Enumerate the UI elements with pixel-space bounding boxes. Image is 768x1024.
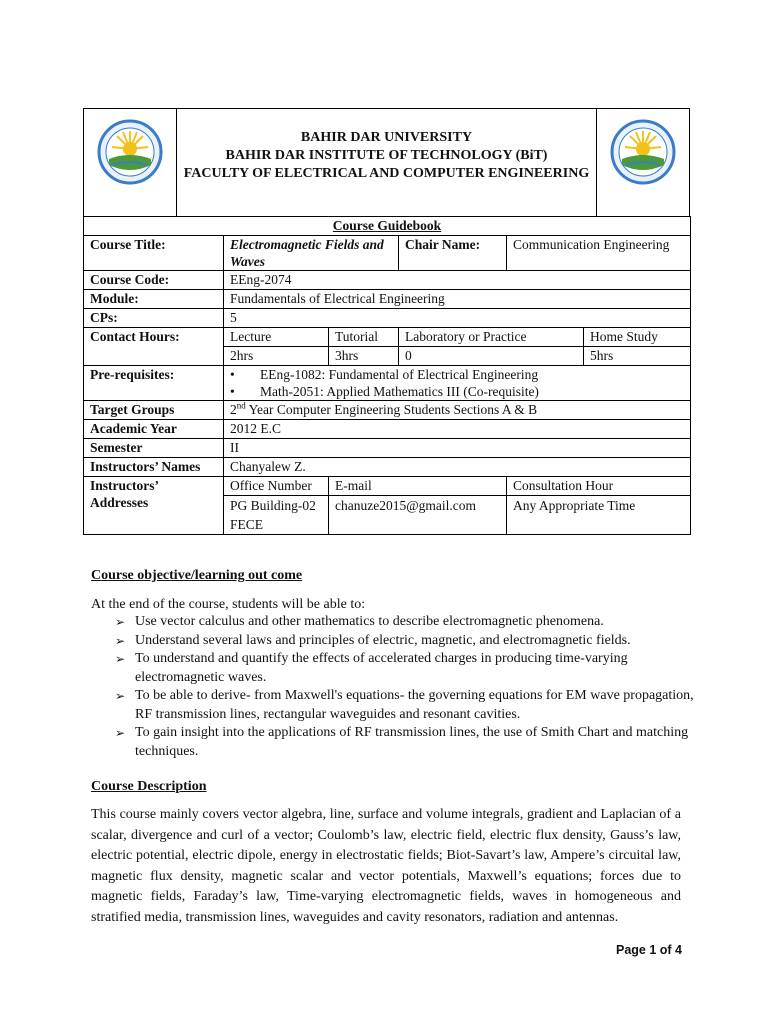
course-code-value: EEng-2074 — [224, 271, 691, 290]
course-title-label: Course Title: — [84, 236, 224, 271]
email-value[interactable]: chanuze2015@gmail.com — [329, 496, 507, 535]
academic-year-value: 2012 E.C — [224, 420, 691, 439]
table-row — [84, 401, 691, 420]
cps-value: 5 — [224, 309, 691, 328]
chair-value: Communication Engineering — [507, 236, 691, 271]
document-header — [83, 108, 690, 216]
contact-value-tutorial: 3hrs — [329, 347, 399, 366]
institute-name: BAHIR DAR INSTITUTE OF TECHNOLOGY (BiT) — [225, 148, 548, 163]
contact-value-lecture: 2hrs — [224, 347, 329, 366]
list-item: • Math-2051: Applied Mathematics III (Co-requisite) — [230, 383, 684, 400]
prerequisites-list — [224, 366, 691, 401]
table-row — [84, 439, 691, 458]
list-item: ➢ To be able to derive- from Maxwell's equations- the governing equations for EM wave propagation, RF transmission lines, rectangular waveguides and resonant cavities. — [115, 687, 695, 724]
table-row — [84, 458, 691, 477]
contact-header-tutorial: Tutorial — [329, 328, 399, 347]
course-guide-table — [83, 216, 691, 535]
table-row — [84, 290, 691, 309]
logo-cell-left — [84, 109, 177, 216]
contact-header-lab: Laboratory or Practice — [399, 328, 584, 347]
target-groups-value: 2nd Year Computer Engineering Students Sections A & B — [224, 401, 691, 420]
university-logo-icon — [97, 119, 163, 185]
module-value: Fundamentals of Electrical Engineering — [224, 290, 691, 309]
chair-label: Chair Name: — [399, 236, 507, 271]
instructors-value: Chanyalew Z. — [224, 458, 691, 477]
table-row — [84, 328, 691, 347]
logo-cell-right — [596, 109, 689, 216]
list-item: ➢ Understand several laws and principles of electric, magnetic, and electromagnetic fields. — [115, 632, 695, 651]
address-header-email: E-mail — [329, 477, 507, 496]
target-groups-label: Target Groups — [84, 401, 224, 420]
instructors-label: Instructors’ Names — [84, 458, 224, 477]
contact-value-home-study: 5hrs — [584, 347, 691, 366]
table-row — [84, 271, 691, 290]
office-value: PG Building-02 FECE — [224, 496, 329, 535]
contact-hours-label: Contact Hours: — [84, 328, 224, 366]
table-row — [84, 236, 691, 271]
faculty-name: FACULTY OF ELECTRICAL AND COMPUTER ENGINEERING — [183, 166, 590, 181]
address-header-office: Office Number — [224, 477, 329, 496]
table-row — [84, 477, 691, 496]
description-text: This course mainly covers vector algebra, line, surface and volume integrals, gradient and Laplacian of a scalar, divergence and curl of a vector; Coulomb’s law, electric field, electric flux density, Gauss’s law, electric potential, electric dipole, energy in electrostatic fields; Biot-Savart’s law, Ampere’s circuital law, magnetic flux density, magnetic scalar and vector potentials, Maxwell’s equations; forces due to magnetic fields, Faraday’s law, Time-varying electromagnetic fields, waves in homogeneous and stratified media, transmission lines, waveguides and cavity resonators, radiation and antennas. — [91, 807, 681, 925]
academic-year-label: Academic Year — [84, 420, 224, 439]
table-row — [84, 420, 691, 439]
institution-title — [177, 127, 596, 183]
semester-value: II — [224, 439, 691, 458]
course-code-label: Course Code: — [84, 271, 224, 290]
table-row — [84, 366, 691, 401]
list-item: ➢ Use vector calculus and other mathematics to describe electromagnetic phenomena. — [115, 613, 695, 632]
prerequisites-label: Pre-requisites: — [84, 366, 224, 401]
semester-label: Semester — [84, 439, 224, 458]
cps-label: CPs: — [84, 309, 224, 328]
objectives-intro: At the end of the course, students will be able to: — [91, 597, 366, 612]
course-title-value: Electromagnetic Fields and Waves — [224, 236, 399, 271]
list-item: • EEng-1082: Fundamental of Electrical Engineering — [230, 366, 684, 383]
university-name: BAHIR DAR UNIVERSITY — [300, 130, 473, 145]
consultation-value: Any Appropriate Time — [507, 496, 691, 535]
address-header-consultation: Consultation Hour — [507, 477, 691, 496]
contact-value-lab: 0 — [399, 347, 584, 366]
contact-header-lecture: Lecture — [224, 328, 329, 347]
page-number: Page 1 of 4 — [616, 943, 682, 957]
description-heading: Course Description — [91, 779, 207, 794]
university-logo-icon — [610, 119, 676, 185]
module-label: Module: — [84, 290, 224, 309]
list-item: ➢ To gain insight into the applications of RF transmission lines, the use of Smith Chart and matching techniques. — [115, 724, 695, 761]
addresses-label: Instructors’ Addresses — [84, 477, 224, 535]
table-row — [84, 309, 691, 328]
table-title: Course Guidebook — [84, 217, 691, 236]
objectives-list — [115, 613, 695, 761]
objectives-heading: Course objective/learning out come — [91, 568, 303, 583]
contact-header-home-study: Home Study — [584, 328, 691, 347]
list-item: ➢ To understand and quantify the effects of accelerated charges in producing time-varying electromagnetic waves. — [115, 650, 695, 687]
